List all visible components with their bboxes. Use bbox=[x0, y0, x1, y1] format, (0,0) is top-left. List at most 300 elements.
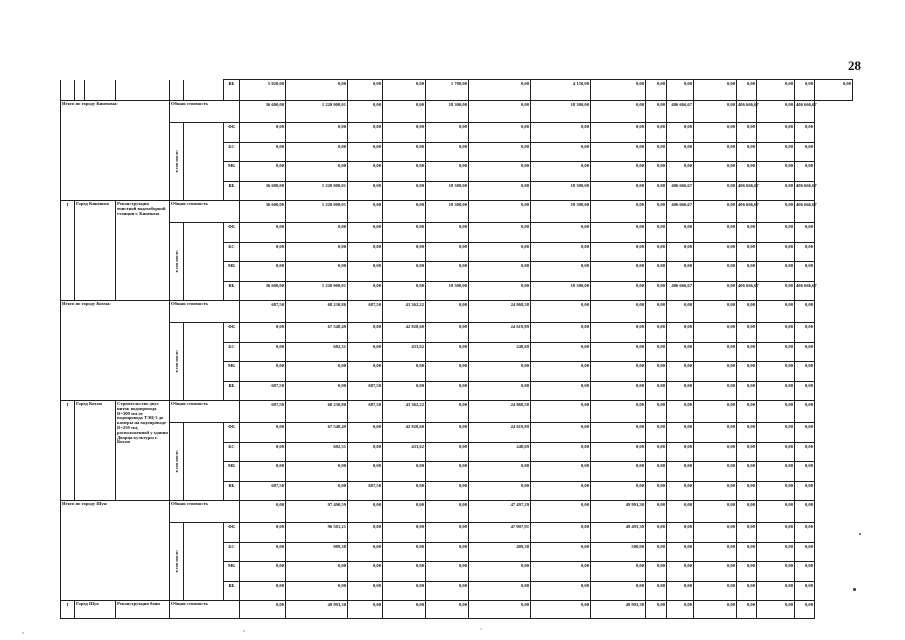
funding-code: БС bbox=[224, 442, 240, 462]
value-cell: 406 666,67 bbox=[795, 181, 815, 201]
value-cell: 0,00 bbox=[383, 181, 426, 201]
value-cell: 47 007,91 bbox=[469, 523, 531, 543]
value-cell: 0,00 bbox=[795, 581, 815, 601]
value-cell: 0,00 bbox=[426, 581, 469, 601]
value-cell: 0,00 bbox=[694, 342, 737, 362]
value-cell: 0,00 bbox=[426, 301, 469, 323]
value-cell: 0,00 bbox=[694, 562, 737, 582]
value-cell: 0,00 bbox=[737, 442, 757, 462]
value-cell: 0,00 bbox=[757, 523, 795, 543]
value-cell: 0,00 bbox=[286, 80, 348, 101]
value-cell: 5 920,00 bbox=[240, 80, 286, 101]
value-cell: 0,00 bbox=[737, 262, 757, 282]
value-cell: 0,00 bbox=[795, 262, 815, 282]
value-cell: 0,00 bbox=[531, 442, 591, 462]
funding-row bbox=[61, 323, 853, 343]
value-cell: 0,00 bbox=[531, 601, 591, 619]
value-cell: 406 666,67 bbox=[737, 101, 757, 123]
value-cell: 0,00 bbox=[646, 481, 667, 501]
value-cell: 0,00 bbox=[737, 401, 757, 423]
value-cell: 0,00 bbox=[591, 301, 646, 323]
value-cell: 0,00 bbox=[469, 80, 531, 101]
value-cell: 68 230,80 bbox=[286, 301, 348, 323]
value-cell: 0,00 bbox=[694, 101, 737, 123]
value-cell: 0,00 bbox=[737, 142, 757, 162]
value-cell: 248,69 bbox=[469, 442, 531, 462]
value-cell: 0,00 bbox=[694, 481, 737, 501]
value-cell: 0,00 bbox=[646, 362, 667, 382]
funding-code: ФБ bbox=[224, 123, 240, 143]
value-cell: 0,00 bbox=[757, 462, 795, 482]
value-cell: 0,00 bbox=[694, 523, 737, 543]
value-cell: 0,00 bbox=[694, 281, 737, 301]
value-cell: 43 362,22 bbox=[383, 301, 426, 323]
funding-code: МБ bbox=[224, 562, 240, 582]
value-cell: 24 619,89 bbox=[469, 323, 531, 343]
value-cell: 0,00 bbox=[426, 362, 469, 382]
funding-code: БС bbox=[224, 242, 240, 262]
value-cell: 0,00 bbox=[591, 101, 646, 123]
value-cell: 0,00 bbox=[383, 362, 426, 382]
value-cell: 0,00 bbox=[646, 142, 667, 162]
value-cell: 0,00 bbox=[694, 423, 737, 443]
value-cell: 0,00 bbox=[646, 501, 667, 523]
value-cell: 0,00 bbox=[795, 123, 815, 143]
value-cell: 0,00 bbox=[795, 401, 815, 423]
value-cell: 0,00 bbox=[348, 542, 383, 562]
value-cell: 0,00 bbox=[383, 142, 426, 162]
value-cell: 1 220 000,01 bbox=[286, 181, 348, 201]
city-cell bbox=[85, 80, 116, 101]
value-cell: 24 619,89 bbox=[469, 423, 531, 443]
blank-cell bbox=[184, 562, 224, 582]
blank-cell bbox=[184, 123, 224, 143]
value-cell: 0,00 bbox=[531, 542, 591, 562]
object-name: Строительство двух ниток водопровода D=300 мм от водопровода ТЭЦ-3 до камеры на водопроводе D=250 мм, расположенной у здания Дворца культуры г. Кохма bbox=[116, 401, 170, 501]
value-cell: 0,00 bbox=[646, 423, 667, 443]
city-name: Город Кинешма bbox=[75, 201, 116, 301]
table-row bbox=[61, 80, 853, 101]
value-cell: 0,00 bbox=[646, 301, 667, 323]
value-cell: 0,00 bbox=[694, 401, 737, 423]
funding-code: ВБ bbox=[224, 581, 240, 601]
value-cell: 0,00 bbox=[737, 581, 757, 601]
value-cell: 43 362,22 bbox=[383, 401, 426, 423]
value-cell: 0,00 bbox=[646, 181, 667, 201]
value-cell: 0,00 bbox=[591, 242, 646, 262]
value-cell: 0,00 bbox=[667, 142, 694, 162]
value-cell: 0,00 bbox=[348, 423, 383, 443]
funding-row bbox=[61, 123, 853, 143]
in-that-number-cell bbox=[170, 223, 184, 301]
value-cell: 406 666,67 bbox=[737, 281, 757, 301]
total-cost-label: Общая стоимость bbox=[170, 201, 240, 223]
value-cell: 1 220 000,01 bbox=[286, 101, 348, 123]
in-that-number-cell bbox=[170, 423, 184, 501]
value-cell: 0,00 bbox=[469, 142, 531, 162]
value-cell: 0,00 bbox=[383, 542, 426, 562]
value-cell: 0,00 bbox=[348, 181, 383, 201]
funding-code: МБ bbox=[224, 462, 240, 482]
value-cell: 0,00 bbox=[646, 523, 667, 543]
blank-cell bbox=[75, 80, 85, 101]
value-cell: 0,00 bbox=[591, 80, 646, 101]
total-cost-label: Общая стоимость bbox=[170, 301, 240, 323]
value-cell: 0,00 bbox=[646, 242, 667, 262]
value-cell: 0,00 bbox=[531, 162, 591, 182]
value-cell: 0,00 bbox=[348, 101, 383, 123]
funding-code: БС bbox=[224, 142, 240, 162]
value-cell: 0,00 bbox=[795, 381, 815, 401]
value-cell: 47 497,29 bbox=[469, 501, 531, 523]
blank-cell bbox=[184, 242, 224, 262]
value-cell: 0,00 bbox=[646, 201, 667, 223]
value-cell: 0,00 bbox=[667, 462, 694, 482]
blank-cell bbox=[184, 262, 224, 282]
value-cell: 0,00 bbox=[737, 562, 757, 582]
funding-code: МБ bbox=[224, 262, 240, 282]
value-cell: 0,00 bbox=[426, 462, 469, 482]
value-cell: 0,00 bbox=[646, 162, 667, 182]
value-cell: 0,00 bbox=[348, 501, 383, 523]
value-cell: 0,00 bbox=[286, 562, 348, 582]
value-cell: 0,00 bbox=[667, 601, 694, 619]
value-cell: 687,50 bbox=[348, 381, 383, 401]
value-cell: 0,00 bbox=[667, 323, 694, 343]
value-cell: 0,00 bbox=[426, 162, 469, 182]
value-cell: 406 666,67 bbox=[737, 201, 757, 223]
value-cell: 0,00 bbox=[795, 562, 815, 582]
value-cell: 0,00 bbox=[240, 323, 286, 343]
value-cell: 406 666,67 bbox=[667, 101, 694, 123]
value-cell: 0,00 bbox=[531, 223, 591, 243]
value-cell: 0,00 bbox=[591, 162, 646, 182]
value-cell: 0,00 bbox=[757, 542, 795, 562]
value-cell: 0,00 bbox=[795, 342, 815, 362]
city-total-label: Итого по городу Шуя: bbox=[61, 501, 170, 601]
value-cell: 989,38 bbox=[286, 542, 348, 562]
value-cell: 0,00 bbox=[591, 462, 646, 482]
value-cell: 0,00 bbox=[757, 80, 795, 101]
value-cell: 0,00 bbox=[348, 581, 383, 601]
value-cell: 0,00 bbox=[240, 601, 286, 619]
value-cell: 18 300,00 bbox=[531, 101, 591, 123]
value-cell: 0,00 bbox=[694, 323, 737, 343]
value-cell: 0,00 bbox=[795, 242, 815, 262]
value-cell: 0,00 bbox=[286, 381, 348, 401]
budget-table-sheet bbox=[60, 79, 851, 607]
blank-cell bbox=[184, 80, 224, 101]
value-cell: 0,00 bbox=[286, 242, 348, 262]
city-name: Город Кохма bbox=[75, 401, 116, 501]
page-number: 28 bbox=[848, 58, 861, 73]
value-cell: 0,00 bbox=[469, 181, 531, 201]
value-cell: 0,00 bbox=[591, 362, 646, 382]
value-cell: 0,00 bbox=[667, 80, 694, 101]
blank-cell bbox=[184, 462, 224, 482]
value-cell: 0,00 bbox=[667, 523, 694, 543]
value-cell: 0,00 bbox=[591, 481, 646, 501]
value-cell: 0,00 bbox=[348, 523, 383, 543]
value-cell: 0,00 bbox=[737, 223, 757, 243]
city-total-label: Итого по городу Кохма: bbox=[61, 301, 170, 401]
value-cell: 0,00 bbox=[426, 401, 469, 423]
value-cell: 0,00 bbox=[531, 581, 591, 601]
value-cell: 42 928,60 bbox=[383, 323, 426, 343]
budget-table bbox=[60, 79, 853, 619]
total-row bbox=[61, 101, 853, 123]
value-cell: 0,00 bbox=[591, 562, 646, 582]
value-cell: 687,50 bbox=[348, 401, 383, 423]
city-total-label: Итого по городу Кинешма: bbox=[61, 101, 170, 201]
value-cell: 0,00 bbox=[469, 362, 531, 382]
value-cell: 0,00 bbox=[757, 181, 795, 201]
value-cell: 0,00 bbox=[383, 481, 426, 501]
blank-cell bbox=[184, 162, 224, 182]
value-cell: 0,00 bbox=[757, 442, 795, 462]
value-cell: 0,00 bbox=[286, 123, 348, 143]
value-cell: 0,00 bbox=[469, 242, 531, 262]
funding-row bbox=[61, 523, 853, 543]
value-cell: 0,00 bbox=[426, 423, 469, 443]
value-cell: 18 300,00 bbox=[426, 201, 469, 223]
value-cell: 406 666,67 bbox=[737, 181, 757, 201]
value-cell: 0,00 bbox=[426, 142, 469, 162]
value-cell: 0,00 bbox=[757, 581, 795, 601]
value-cell: 248,69 bbox=[469, 342, 531, 362]
value-cell: 0,00 bbox=[591, 181, 646, 201]
value-cell: 0,00 bbox=[795, 442, 815, 462]
value-cell: 0,00 bbox=[348, 442, 383, 462]
value-cell: 0,00 bbox=[531, 481, 591, 501]
total-row bbox=[61, 501, 853, 523]
value-cell: 0,00 bbox=[383, 281, 426, 301]
value-cell: 0,00 bbox=[426, 342, 469, 362]
value-cell: 0,00 bbox=[348, 342, 383, 362]
funding-code: ФБ bbox=[224, 523, 240, 543]
value-cell: 0,00 bbox=[646, 80, 667, 101]
value-cell: 0,00 bbox=[694, 501, 737, 523]
value-cell: 0,00 bbox=[694, 362, 737, 382]
blank-cell bbox=[184, 381, 224, 401]
value-cell: 0,00 bbox=[240, 562, 286, 582]
value-cell: 0,00 bbox=[469, 462, 531, 482]
value-cell: 0,00 bbox=[240, 501, 286, 523]
object-cell bbox=[116, 80, 170, 101]
value-cell: 0,00 bbox=[591, 381, 646, 401]
value-cell: 0,00 bbox=[426, 381, 469, 401]
value-cell: 0,00 bbox=[348, 223, 383, 243]
value-cell: 0,00 bbox=[591, 281, 646, 301]
value-cell: 0,00 bbox=[383, 381, 426, 401]
blank-cell bbox=[184, 323, 224, 343]
value-cell: 0,00 bbox=[426, 523, 469, 543]
value-cell: 682,31 bbox=[286, 342, 348, 362]
value-cell: 0,00 bbox=[383, 223, 426, 243]
value-cell: 0,00 bbox=[667, 442, 694, 462]
value-cell: 0,00 bbox=[737, 462, 757, 482]
value-cell: 0,00 bbox=[795, 162, 815, 182]
value-cell: 0,00 bbox=[426, 542, 469, 562]
value-cell: 0,00 bbox=[795, 362, 815, 382]
value-cell: 0,00 bbox=[737, 481, 757, 501]
value-cell: 0,00 bbox=[757, 323, 795, 343]
value-cell: 0,00 bbox=[737, 601, 757, 619]
blank-cell bbox=[184, 481, 224, 501]
scan-speck bbox=[243, 630, 245, 632]
value-cell: 0,00 bbox=[591, 581, 646, 601]
blank-cell bbox=[184, 223, 224, 243]
value-cell: 0,00 bbox=[757, 142, 795, 162]
value-cell: 0,00 bbox=[737, 342, 757, 362]
value-cell: 0,00 bbox=[469, 123, 531, 143]
value-cell: 0,00 bbox=[757, 281, 795, 301]
value-cell: 0,00 bbox=[646, 101, 667, 123]
value-cell: 0,00 bbox=[240, 223, 286, 243]
funding-code: ФБ bbox=[224, 223, 240, 243]
value-cell: 0,00 bbox=[591, 142, 646, 162]
value-cell: 0,00 bbox=[737, 162, 757, 182]
value-cell: 0,00 bbox=[646, 581, 667, 601]
value-cell: 0,00 bbox=[531, 462, 591, 482]
value-cell: 0,00 bbox=[737, 523, 757, 543]
value-cell: 433,62 bbox=[383, 342, 426, 362]
value-cell: 0,00 bbox=[348, 562, 383, 582]
value-cell: 0,00 bbox=[426, 323, 469, 343]
blank-cell bbox=[184, 442, 224, 462]
value-cell: 687,50 bbox=[348, 301, 383, 323]
blank-cell bbox=[184, 342, 224, 362]
blank-cell bbox=[184, 581, 224, 601]
value-cell: 0,00 bbox=[591, 423, 646, 443]
value-cell: 0,00 bbox=[694, 301, 737, 323]
value-cell: 0,00 bbox=[383, 201, 426, 223]
value-cell: 0,00 bbox=[667, 501, 694, 523]
value-cell: 0,00 bbox=[531, 342, 591, 362]
value-cell: 406 666,67 bbox=[795, 101, 815, 123]
row-number: 1 bbox=[61, 201, 75, 301]
value-cell: 406 666,67 bbox=[667, 201, 694, 223]
scan-speck bbox=[859, 533, 861, 535]
value-cell: 0,00 bbox=[531, 262, 591, 282]
value-cell: 24 868,58 bbox=[469, 401, 531, 423]
value-cell: 36 600,00 bbox=[240, 101, 286, 123]
value-cell: 0,00 bbox=[737, 242, 757, 262]
value-cell: 0,00 bbox=[737, 301, 757, 323]
city-name: Город Шуя bbox=[75, 601, 116, 619]
value-cell: 0,00 bbox=[591, 401, 646, 423]
value-cell: 0,00 bbox=[667, 423, 694, 443]
value-cell: 687,50 bbox=[348, 481, 383, 501]
in-that-number-cell bbox=[170, 323, 184, 401]
value-cell: 0,00 bbox=[667, 262, 694, 282]
value-cell: 0,00 bbox=[694, 223, 737, 243]
funding-code: МБ bbox=[224, 162, 240, 182]
blank-cell bbox=[184, 181, 224, 201]
object-row bbox=[61, 201, 853, 223]
value-cell: 0,00 bbox=[795, 301, 815, 323]
value-cell: 0,00 bbox=[591, 223, 646, 243]
total-cost-label: Общая стоимость bbox=[170, 501, 240, 523]
row-number: 1 bbox=[61, 401, 75, 501]
value-cell: 0,00 bbox=[757, 601, 795, 619]
value-cell: 0,00 bbox=[383, 242, 426, 262]
value-cell: 0,00 bbox=[694, 162, 737, 182]
value-cell: 0,00 bbox=[646, 601, 667, 619]
scan-speck bbox=[853, 588, 856, 591]
value-cell: 406 666,67 bbox=[667, 181, 694, 201]
value-cell: 0,00 bbox=[694, 201, 737, 223]
value-cell: 0,00 bbox=[348, 80, 383, 101]
value-cell: 0,00 bbox=[531, 362, 591, 382]
value-cell: 0,00 bbox=[286, 362, 348, 382]
value-cell: 0,00 bbox=[757, 423, 795, 443]
value-cell: 0,00 bbox=[426, 442, 469, 462]
blank-cell bbox=[184, 542, 224, 562]
value-cell: 0,00 bbox=[383, 601, 426, 619]
value-cell: 0,00 bbox=[667, 481, 694, 501]
value-cell: 1 220 000,01 bbox=[286, 201, 348, 223]
object-row bbox=[61, 401, 853, 423]
value-cell: 96 501,21 bbox=[286, 523, 348, 543]
value-cell: 0,00 bbox=[286, 462, 348, 482]
value-cell: 0,00 bbox=[426, 501, 469, 523]
value-cell: 49 993,30 bbox=[286, 601, 348, 619]
value-cell: 0,00 bbox=[815, 80, 853, 101]
value-cell: 0,00 bbox=[383, 101, 426, 123]
funding-code: МБ bbox=[224, 362, 240, 382]
value-cell: 1 780,00 bbox=[426, 80, 469, 101]
value-cell: 0,00 bbox=[646, 323, 667, 343]
value-cell: 0,00 bbox=[795, 542, 815, 562]
value-cell: 0,00 bbox=[591, 342, 646, 362]
value-cell: 0,00 bbox=[757, 101, 795, 123]
value-cell: 49 993,30 bbox=[591, 501, 646, 523]
value-cell: 0,00 bbox=[469, 562, 531, 582]
blank-cell bbox=[184, 423, 224, 443]
in-that-number-label: в том числе: bbox=[174, 549, 179, 573]
value-cell: 0,00 bbox=[426, 242, 469, 262]
value-cell: 0,00 bbox=[348, 162, 383, 182]
total-cost-label: Общая стоимость bbox=[170, 601, 240, 619]
value-cell: 0,00 bbox=[694, 242, 737, 262]
value-cell: 0,00 bbox=[667, 362, 694, 382]
value-cell: 0,00 bbox=[795, 462, 815, 482]
value-cell: 0,00 bbox=[286, 162, 348, 182]
blank-cell bbox=[184, 142, 224, 162]
in-that-number-cell bbox=[170, 523, 184, 601]
value-cell: 0,00 bbox=[531, 301, 591, 323]
value-cell: 0,00 bbox=[240, 523, 286, 543]
value-cell: 0,00 bbox=[240, 242, 286, 262]
value-cell: 0,00 bbox=[667, 223, 694, 243]
funding-row bbox=[61, 223, 853, 243]
blank-cell bbox=[184, 362, 224, 382]
funding-code: ВБ bbox=[224, 181, 240, 201]
value-cell: 0,00 bbox=[426, 262, 469, 282]
num-cell bbox=[61, 80, 75, 101]
value-cell: 0,00 bbox=[694, 142, 737, 162]
value-cell: 0,00 bbox=[795, 481, 815, 501]
value-cell: 0,00 bbox=[694, 381, 737, 401]
in-that-number-label: в том числе: bbox=[174, 349, 179, 373]
value-cell: 0,00 bbox=[383, 123, 426, 143]
value-cell: 36 600,00 bbox=[240, 281, 286, 301]
value-cell: 0,00 bbox=[426, 223, 469, 243]
value-cell: 0,00 bbox=[240, 581, 286, 601]
value-cell: 0,00 bbox=[469, 381, 531, 401]
value-cell: 0,00 bbox=[383, 562, 426, 582]
